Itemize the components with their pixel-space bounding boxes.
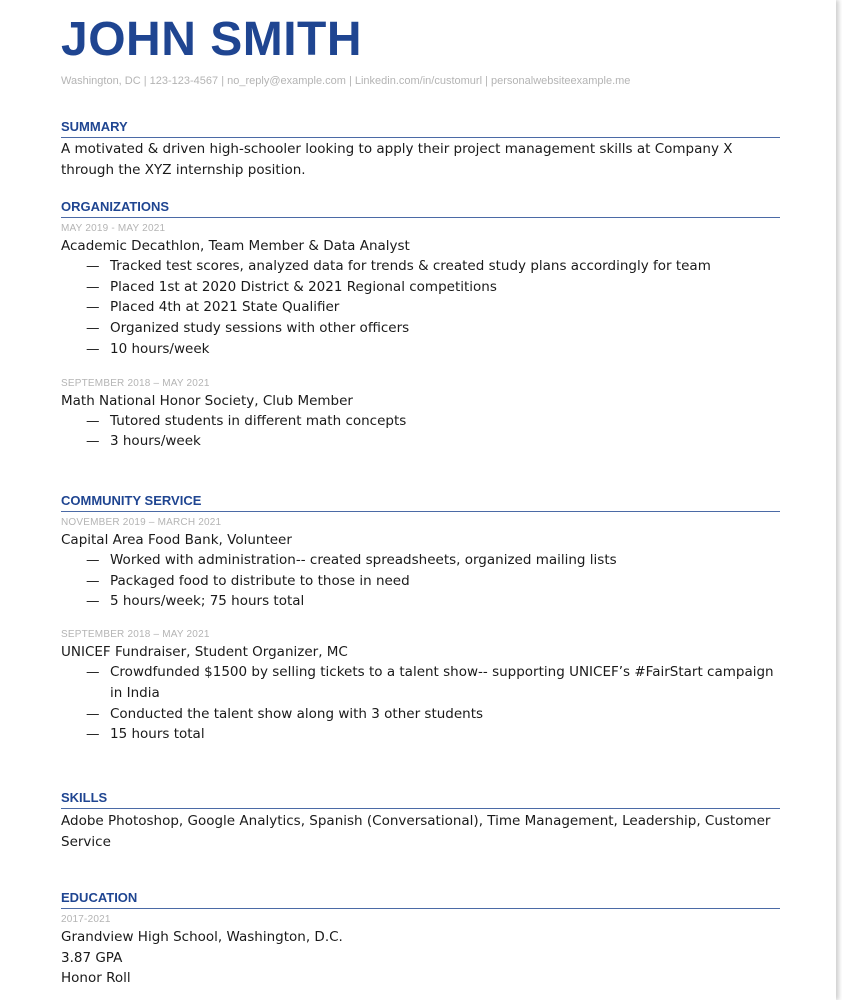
organizations-section [61, 199, 780, 452]
section-divider [61, 137, 780, 138]
bullet-text: 10 hours/week [110, 340, 210, 357]
bullet-item [61, 431, 780, 452]
entry-date: SEPTEMBER 2018 – MAY 2021 [61, 629, 210, 641]
section-title-summary: SUMMARY [61, 119, 128, 134]
service-entry [61, 516, 780, 612]
bullet-text: Packaged food to distribute to those in need [110, 572, 410, 589]
dash-bullet-icon: — [86, 705, 100, 722]
contact-line: Washington, DC | 123-123-4567 | no_reply@example.com | Linkedin.com/in/customurl | personalwebsiteexample.me [61, 75, 631, 87]
candidate-name: JOHN SMITH [61, 13, 363, 66]
community-service-section [61, 493, 780, 745]
dash-bullet-icon: — [86, 340, 100, 357]
entry-bullets [61, 662, 780, 745]
bullet-item [61, 318, 780, 339]
bullet-text: Tracked test scores, analyzed data for trends & created study plans accordingly for team [110, 258, 711, 274]
dash-bullet-icon: — [86, 593, 100, 610]
dash-bullet-icon: — [86, 278, 100, 295]
bullet-text: 15 hours total [110, 726, 205, 743]
bullet-text: Organized study sessions with other officers [110, 320, 410, 337]
summary-text: A motivated & driven high-schooler looking to apply their project management skills at Company X through the XYZ internship position. [61, 141, 733, 178]
service-entry [61, 628, 780, 745]
entry-date: MAY 2019 - MAY 2021 [61, 223, 166, 234]
bullet-text: Placed 4th at 2021 State Qualifier [110, 299, 340, 316]
entry-bullets [61, 256, 780, 360]
dash-bullet-icon: — [86, 552, 100, 568]
section-title-education: EDUCATION [61, 890, 138, 905]
dash-bullet-icon: — [86, 299, 100, 316]
dash-bullet-icon: — [86, 572, 100, 589]
bullet-text: Tutored students in different math concepts [110, 412, 407, 429]
organization-entry [61, 377, 780, 452]
dash-bullet-icon: — [86, 412, 100, 429]
entry-role: Academic Decathlon, Team Member & Data Analyst [61, 238, 410, 254]
dash-bullet-icon: — [86, 258, 100, 274]
education-section [61, 890, 780, 989]
skills-text: Adobe Photoshop, Google Analytics, Spanish (Conversational), Time Management, Leadership, Customer Service [61, 813, 771, 850]
bullet-text: 5 hours/week; 75 hours total [110, 593, 305, 610]
dash-bullet-icon: — [86, 433, 100, 450]
bullet-item [61, 724, 780, 745]
section-title-skills: SKILLS [61, 790, 108, 805]
entry-date: SEPTEMBER 2018 – MAY 2021 [61, 377, 210, 389]
section-divider [61, 511, 780, 512]
entry-date: NOVEMBER 2019 – MARCH 2021 [61, 517, 222, 528]
bullet-item [61, 550, 780, 571]
honor: Honor Roll [61, 970, 131, 987]
summary-section [61, 119, 780, 181]
school-name: Grandview High School, Washington, D.C. [61, 929, 343, 945]
dash-bullet-icon: — [86, 320, 100, 337]
entry-role: Math National Honor Society, Club Member [61, 392, 353, 409]
skills-section [61, 790, 780, 853]
bullet-item [61, 662, 780, 703]
bullet-text: Crowdfunded $1500 by selling tickets to a talent show-- supporting UNICEF’s #FairStart campaign in India [110, 664, 774, 701]
entry-bullets [61, 550, 780, 612]
bullet-item [61, 704, 780, 725]
entry-role: UNICEF Fundraiser, Student Organizer, MC [61, 644, 348, 661]
bullet-text: Worked with administration-- created spreadsheets, organized mailing lists [110, 552, 617, 568]
dash-bullet-icon: — [86, 726, 100, 743]
section-divider [61, 808, 780, 809]
bullet-item [61, 297, 780, 318]
entry-date: 2017-2021 [61, 914, 111, 925]
entry-role: Capital Area Food Bank, Volunteer [61, 532, 292, 548]
entry-bullets [61, 411, 780, 452]
bullet-text: Placed 1st at 2020 District & 2021 Regional competitions [110, 278, 497, 295]
bullet-text: 3 hours/week [110, 433, 201, 450]
section-divider [61, 908, 780, 909]
organization-entry [61, 222, 780, 360]
bullet-item [61, 591, 780, 612]
section-divider [61, 217, 780, 218]
section-title-community-service: COMMUNITY SERVICE [61, 493, 202, 508]
bullet-item [61, 411, 780, 432]
bullet-item [61, 339, 780, 360]
bullet-item [61, 277, 780, 298]
bullet-text: Conducted the talent show along with 3 other students [110, 705, 484, 722]
section-title-organizations: ORGANIZATIONS [61, 199, 170, 214]
gpa: 3.87 GPA [61, 949, 123, 966]
dash-bullet-icon: — [86, 664, 100, 681]
bullet-item [61, 256, 780, 277]
bullet-item [61, 571, 780, 592]
